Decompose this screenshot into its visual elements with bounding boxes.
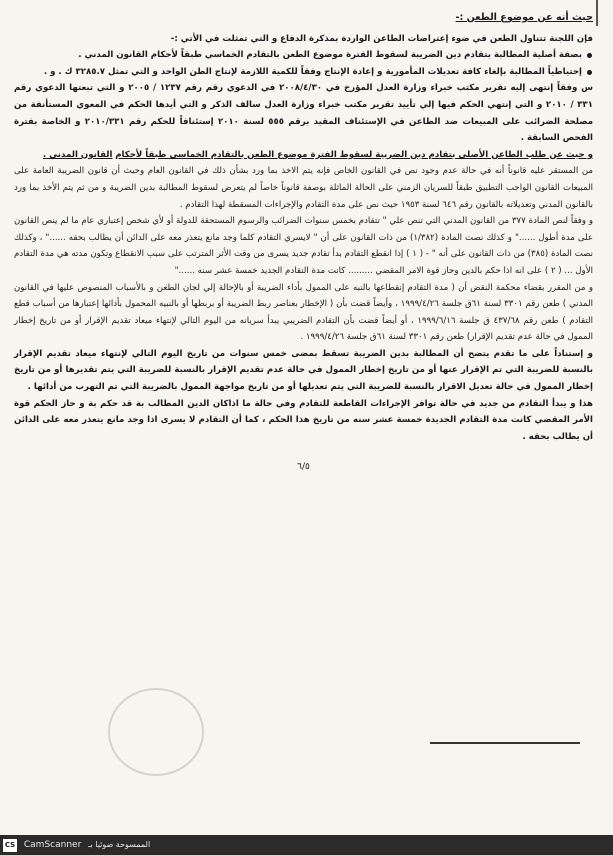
page-number: ٦/٥: [14, 459, 593, 476]
camscanner-arabic-label: الممسوحة ضوئيا بـ: [88, 840, 150, 849]
section-heading: حيث أنه عن موضوع الطعن :-: [14, 10, 593, 27]
paragraph-original-request-tail: القانون المدني .: [43, 150, 113, 160]
paragraph-cassation-rulings: و من المقرر بقضاء محكمة النقض أن ( مدة التقادم إنقطاعها بالنبه على الممول بأداء الضريبة أو بالإحالة إلي لجان الطعن و بالأسباب المنصوص عليها في القانون المدني ) طعن رقم ٣٣٠١ لسنة ٦١ق جلسة ١٩٩٩/٤/٢٦ ، وأيضاً قضت بأن ( الإخطار بعناصر ربط الضريبة أو بربطها أو بالنبيه المحمول بأدائها إعتبارها من أسباب قطع التقادم ) طعن رقم ٤٣٧/٦٨ ق جلسة ١٩٩٩/٦/١٦ ، أو أيضاً قضت بأن التقادم الضريبي يبدأ سريانه من اليوم التالي لإنتهاء ميعاد تقديم الإقرار أو من تاريخ إخطار الممول في حالة عدم تقديم الإقرار) طعن رقم ٣٣٠١ لسنة ٦١ق جلسة ١٩٩٩/٤/٢٦ .: [14, 280, 593, 346]
paragraph-original-request: [14, 147, 593, 164]
paragraph-legal-basis: من المستقر عليه قانوناً أنه في حالة عدم وجود نص في القانون الخاص فإنه يتم الاخذ بما ورد بشأن ذلك في القانون العام وحيث أن قانون الضريبة العامة على المبيعات القانون الواجب التطبيق طبقاً للسريان الزمني على الحالة الماثلة بوصفة قانوناً خاصاً لم يتعرض لسقوط المطالبة بدين الضريبة و من ثم يتم الأخذ بما ورد بالقانون المدني وتعديلاته بالقانون رقم ٦٤٦ لسنة ١٩٥٣ حيث نص على مدة التقادم والإجراءات المسقطة لهذا التقادم .: [14, 163, 593, 213]
scanner-footer: [0, 835, 613, 855]
bullet-item-2: إحتياطياً المطالبة بإلغاء كافة تعديلات المأمورية و إعادة الإنتاج وفقاً للكمية اللازمة لإنتاج الطن الواحد و التي تمثل ٣٢٨٥.٧ ك . و .: [14, 64, 593, 81]
intro-paragraph: فإن اللجنة تتناول الطعن في ضوء إعتراضات الطاعن الواردة بمذكرة الدفاع و التي تمثلت في الأتي :-: [14, 31, 593, 48]
signature-line: [430, 742, 580, 744]
paragraph-expert-report: س وفقاً إنتهى إليه تقرير مكتب خبراء وزارة العدل المؤرخ في ٢٠٠٨/٤/٣٠ في الدعوي رقم رقم ١٢٣٧ / ٢٠٠٥ و التي تبعتها الدعوي رقم ٣٣١ / ٢٠١٠ و التي إنتهي الحكم فيها إلي تأييد تقرير مكتب خبراء وزارة العدل سالف الذكر و التي أيدها الحكم في المعوي المستأنفة من مصلحة الضرائب على المبيعات ضد الطاعن في الإستئناف المقيد برقم ٥٥٥ لسنة ٢٠١٠ إستئنافاً للحكم رقم ٢٠١٠/٣٣١ و الخاصة بفترة الفحص السابقة .: [14, 80, 593, 146]
paragraph-renewal: هذا و يبدأ التقادم من جديد في حالة توافر الإجراءات القاطعة للتقادم وفي حالة ما اذاكان الدين المطالب بة قد حكم بة و حاز الحكم قوة الأمر المقضي كانت مدة التقادم الجديدة خمسة عشر سنه من تاريخ هذا الحكم ، كما أن التقادم لا يسرى اذا وجد مانع يتعذر معه على الدائن أن يطالب بحقه .: [14, 396, 593, 446]
margin-mark: [596, 0, 598, 26]
paragraph-conclusion: [14, 346, 593, 396]
camscanner-logo-icon: CS: [3, 839, 17, 852]
faded-stamp: [108, 688, 204, 776]
bullet-item-1: بصفة أصلية المطالبة بتقادم دين الضريبة لسقوط الفترة موضوع الطعن بالتقادم الخماسي طبقاً لأحكام القانون المدني .: [14, 47, 593, 64]
paragraph-conclusion-tail: أدائها .: [28, 382, 57, 392]
camscanner-app-name: CamScanner: [24, 840, 81, 850]
paragraph-article-377: و وفقاً لنص المادة ٣٧٧ من القانون المدني التي تنص علي " تتقادم بخمس سنوات الضرائب والرسوم المستحقة للدولة أو لأي شخص إعتباري عام ما لم ينص القانون على مدة أطول ......" و كذلك نصت المادة (١/٣٨٢) من ذات القانون على أن " لايسري التقادم كلما وجد مانع يتعذر معه على الدائن أن يطالب بحقه ......" ، وكذلك نصت المادة (٣٨٥) من ذات القانون على أنه " - ( ١ ) إذا انقطع التقادم بدأ تقادم جديد يسرى من وقت الأثر المترتب على سبب الانقطاع وتكون مدته هي مدة التقادم الأول ... ( ٢ ) على انه اذا حكم بالدين وحاز قوة الامر المقضي ......... كانت مدة التقادم الجديد خمسة عشر سنه ......": [14, 213, 593, 279]
paragraph-conclusion-lead: و إستناداً على ما تقدم يتضح أن المطالبة بدين الضريبة تسقط بمضى خمس سنوات من تاريخ اليوم التالي لإنتهاء ميعاد تقديم الإقرار بالنسبة للضريبة التي تم الإقرار عنها أو من تاريخ إخطار الممول في حالة عدم تقديم الإقرار بالنسبة للضريبة التي يتم تقديرها أو من تاريخ إخطار الممول في حالة تعديل الاقرار بالنسبة للضريبة التي يتم تعديلها أو من تاريخ مواجهة الممول بالضريبة التي تم التهرب من: [14, 349, 593, 392]
paragraph-original-request-lead: و حيث عن طلب الطاعن الأصلي بتقادم دين الضريبة لسقوط الفترة موضوع الطعن بالتقادم الخماسي طبقاً لأحكام: [115, 150, 593, 160]
